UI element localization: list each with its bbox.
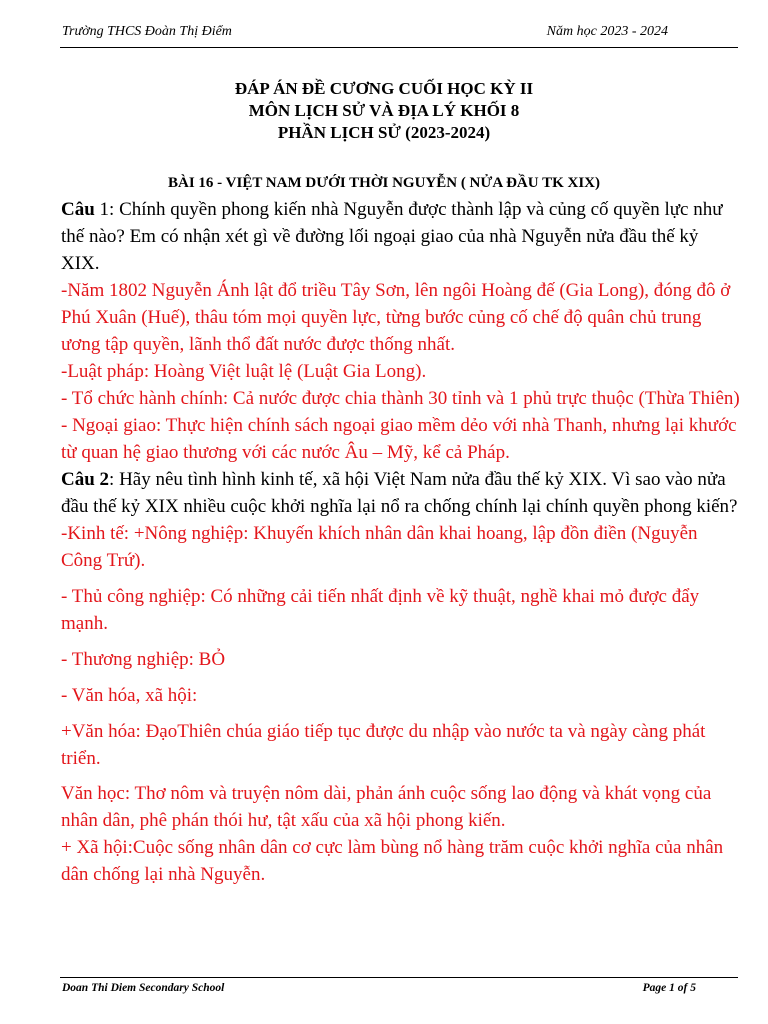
question-2-label: Câu 2 (61, 469, 110, 490)
q2-answer: -Kinh tế: +Nông nghiệp: Khuyến khích nhân dân khai hoang, lập đồn điền (Nguyễn Công Trứ). (61, 523, 698, 571)
q2-answer: - Thương nghiệp: BỎ (61, 649, 226, 670)
title-line-3: PHẦN LỊCH SỬ (2023-2024) (277, 123, 491, 142)
header-school: Trường THCS Đoàn Thị Điểm (62, 24, 232, 39)
footer-rule (60, 977, 738, 978)
question-1-text: 1: Chính quyền phong kiến nhà Nguyễn được thành lập và củng cố quyền lực như thế nào? Em có nhận xét gì về đường lối ngoại giao của nhà Nguyễn nửa đầu thế kỷ XIX. (61, 199, 723, 274)
question-1-label: Câu (61, 199, 95, 220)
q1-answer: - Ngoại giao: Thực hiện chính sách ngoại giao mềm dẻo với nhà Thanh, nhưng lại khước từ quan hệ giao thương với các nước Âu – Mỹ, kể cả Pháp. (61, 415, 737, 463)
q1-answer: -Năm 1802 Nguyễn Ánh lật đổ triều Tây Sơn, lên ngôi Hoàng đế (Gia Long), đóng đô ở Phú Xuân (Huế), thâu tóm mọi quyền lực, từng bước củng cố chế độ quân chủ trung ương tập quyền, lãnh thổ đất nước được thống nhất. (61, 280, 731, 355)
document-body (61, 196, 741, 888)
lesson-heading: BÀI 16 - VIỆT NAM DƯỚI THỜI NGUYỄN ( NỬA ĐẦU TK XIX) (168, 175, 600, 191)
q1-answer: -Luật pháp: Hoàng Việt luật lệ (Luật Gia Long). (61, 361, 427, 382)
q2-answer: - Văn hóa, xã hội: (61, 685, 198, 706)
q2-answer: +Văn hóa: ĐạoThiên chúa giáo tiếp tục được du nhập vào nước ta và ngày càng phát triển. (61, 721, 706, 769)
question-2-text: : Hãy nêu tình hình kinh tế, xã hội Việt Nam nửa đầu thế kỷ XIX. Vì sao vào nửa đầu thế kỷ XIX nhiều cuộc khởi nghĩa lại nổ ra chống chính lại chính quyền phong kiến? (61, 469, 738, 517)
footer-school: Doan Thi Diem Secondary School (62, 982, 225, 994)
question-2 (61, 466, 741, 520)
header-rule (60, 47, 738, 48)
title-line-1: ĐÁP ÁN ĐỀ CƯƠNG CUỐI HỌC KỲ II (234, 79, 534, 98)
q2-answer: - Thủ công nghiệp: Có những cải tiến nhất định về kỹ thuật, nghề khai mỏ được đẩy mạnh. (61, 586, 700, 634)
question-1 (61, 196, 741, 277)
header-year: Năm học 2023 - 2024 (546, 24, 668, 39)
q1-answer: - Tổ chức hành chính: Cả nước được chia thành 30 tỉnh và 1 phủ trực thuộc (Thừa Thiên) (61, 388, 740, 409)
q2-answer: Văn học: Thơ nôm và truyện nôm dài, phản ánh cuộc sống lao động và khát vọng của nhân dân, phê phán thói hư, tật xấu của xã hội phong kiến. (61, 783, 712, 831)
page-number: Page 1 of 5 (642, 982, 696, 994)
document-titles (0, 78, 768, 144)
title-line-2: MÔN LỊCH SỬ VÀ ĐỊA LÝ KHỐI 8 (248, 101, 520, 120)
q2-answer: + Xã hội:Cuộc sống nhân dân cơ cực làm bùng nổ hàng trăm cuộc khởi nghĩa của nhân dân chống lại nhà Nguyễn. (61, 837, 724, 885)
